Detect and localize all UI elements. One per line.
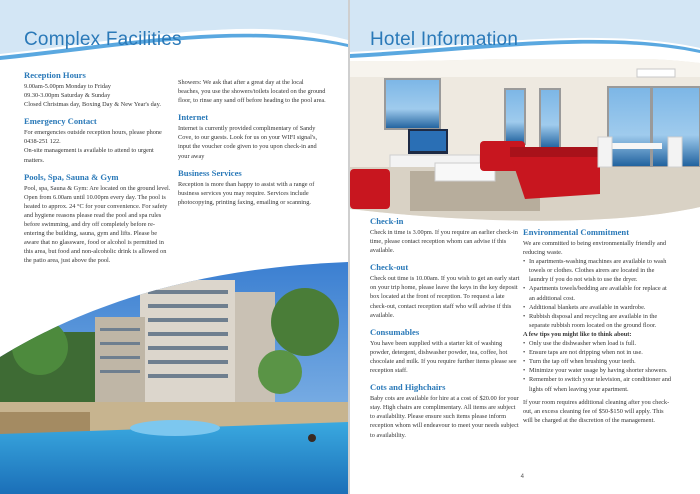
section-heading: Consumables [370,326,420,337]
tips-heading: A few tips you might like to think about: [523,330,632,338]
environment-list [523,257,673,330]
section-heading: Internet [178,112,209,123]
hours-line: 9.00am-5.00pm Monday to Friday [24,83,111,90]
section-text: Showers: We ask that after a great day at the local beaches, you use the showers/toilets located on the ground floor, to rinse any sand off before heading to the pool area. [178,79,326,105]
right-page [350,0,700,494]
section-text: Reception is more than happy to assist with a range of business services you may require. Services include photocopying, printing faxing, emailing or scanning. [178,180,315,206]
section-text: For emergencies outside reception hours, please phone 0438-251 122. [24,129,162,146]
section-text: We are committed to being environmentally friendly and reducing waste. [523,240,667,257]
list-item: • In apartments-washing machines are available to wash towels or clothes. Clothes airers are located in the laundry if you do not wish to use the dryer. [523,257,673,284]
section-text: Baby cots are available for hire at a cost of $20.00 for your stay. High chairs are complimentary. All items are subject to availability. Please ensure such items please inform reception whom will endeavour to meet your needs subject to availability. [370,395,519,439]
left-page [0,0,348,494]
check-out-section [370,262,520,319]
section-heading: Check-out [370,262,409,273]
hours-line: 09.30-3.00pm Saturday & Sunday [24,92,111,100]
section-text: Check in time is 3.00pm. If you require an earlier check-in time, please contact reception whom can advise if this available. [370,229,518,255]
page-title: Hotel Information [370,29,519,50]
section-text: Check out time is 10.00am. If you wish to get an early start on your trip home, please leave the keys in the key deposit box located at the front of reception. To request a late check-out, contact reception staff who will advise if this available. [370,275,520,319]
left-column-1 [24,70,172,273]
living-room-photo [350,59,700,229]
section-text: Internet is currently provided complimentary of Sandy Cove, to our guests. Look for us on your WIFI signal's, input the voucher code given to you upon check-in and your away [178,125,318,160]
cots-section [370,382,520,439]
list-item: • Rubbish disposal and recycling are available in the separate rubbish room located on the ground floor. [523,312,673,330]
pools-section [24,172,172,266]
section-heading: Emergency Contact [24,116,97,127]
pool-photo [0,262,348,494]
list-item: • Minimize your water usage by having shorter showers. [523,366,673,375]
section-heading: Environmental Commitment [523,227,630,237]
list-item: • Turn the tap off when brushing your teeth. [523,357,673,366]
business-services-section [178,168,326,207]
list-item: • Only use the dishwasher when load is full. [523,339,673,348]
page-title: Complex Facilities [24,29,182,50]
internet-section [178,112,326,160]
list-item: • Remember to switch your television, air conditioner and lights off when leaving your apartment. [523,375,673,393]
emergency-contact-section [24,116,172,164]
right-column-2 [523,227,673,432]
tips-list [523,339,673,394]
environment-section [523,227,673,425]
reception-hours-section [24,70,172,109]
section-heading: Pools, Spa, Sauna & Gym [24,171,119,182]
list-item: • Ensure taps are not dripping when not in use. [523,348,673,357]
page-number: 4 [520,474,524,480]
section-text: Pool, spa, Sauna & Gym: Are located on the ground level. Open from 6.00am until 10.00pm every day. The pool is heated to approx. 24 °C for your convenience. For safety and hygiene reasons please read the pool and spa rules before swimming, and dry off completely before re-entering the building, sauna, gym and lifts. Please be aware that no glassware, food or alcohol is permitted in this area, but food and non-alcoholic drink is allowed on the patio area, just above the pool. [24,184,171,265]
hours-line: Closed Christmas day, Boxing Day & New Year's day. [24,101,161,109]
section-heading: Check-in [370,216,404,226]
consumables-section [370,327,520,375]
list-item: • Apartments towels/bedding are available for replace at an additional cost. [523,284,673,302]
section-heading: Business Services [178,167,242,178]
section-heading: Reception Hours [24,70,86,80]
check-in-section [370,216,520,255]
section-heading: Cots and Highchairs [370,382,446,393]
list-item: • Additional blankets are available in wardrobe. [523,303,673,312]
showers-section [178,78,326,105]
section-text: You have been supplied with a starter kit of washing powder, detergent, dishwasher powder, tea, coffee, hot chocolate and milk. If you require further items please see reception staff. [370,339,517,375]
right-column-1 [370,216,520,447]
left-column-2 [178,78,326,214]
section-text: On-site management is available to attend to urgent matters. [24,147,154,164]
section-text: If your room requires additional cleaning after you check-out, an excess cleaning fee of $50-$150 will apply. This will be charged at the discretion of the management. [523,398,670,424]
